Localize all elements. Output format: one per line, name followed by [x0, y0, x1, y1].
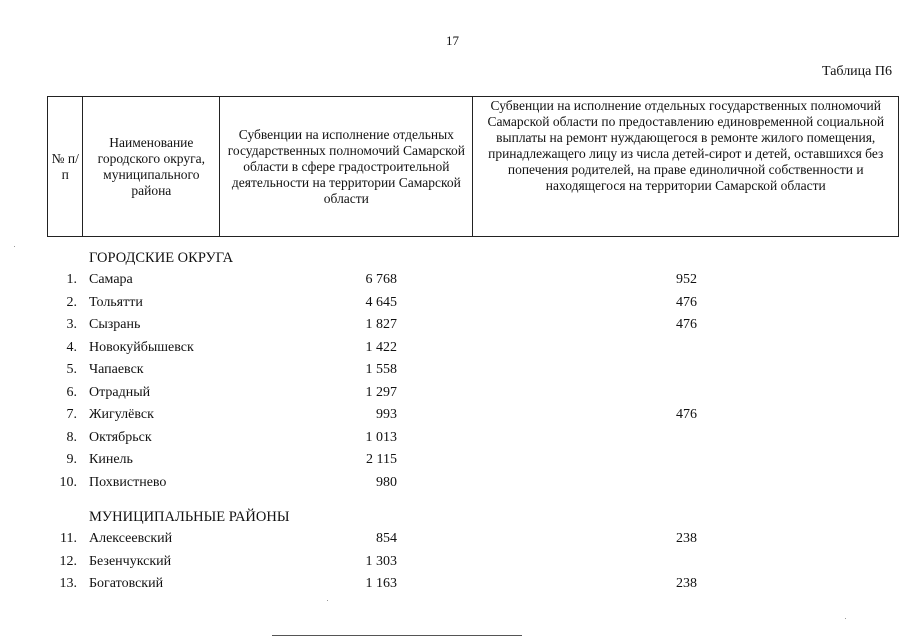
- table-row: [47, 472, 899, 495]
- table-body: [47, 247, 899, 596]
- table-row: [47, 528, 899, 551]
- row-number: 10.: [59, 474, 77, 490]
- header-name: Наименование городского округа, муниципального района: [83, 97, 220, 237]
- row-value-2: 476: [676, 317, 697, 332]
- table-row: [47, 573, 899, 596]
- row-name: Жигулёвск: [89, 407, 154, 422]
- row-name: Похвистнево: [89, 474, 167, 490]
- row-number: 8.: [66, 429, 77, 445]
- row-name: Богатовский: [89, 576, 164, 591]
- table-row: [47, 382, 899, 405]
- table-row: [47, 449, 899, 472]
- row-value-1: 6 768: [365, 272, 397, 287]
- row-value-1: 1 558: [365, 362, 397, 377]
- row-name: Чапаевск: [89, 362, 144, 377]
- row-name: Самара: [89, 272, 133, 287]
- row-value-1: 1 827: [365, 317, 397, 332]
- row-number: 11.: [60, 531, 77, 546]
- row-number: 13.: [59, 576, 77, 591]
- row-name: Отрадный: [89, 384, 151, 400]
- row-value-1: 1 013: [365, 429, 397, 445]
- table-row: [47, 292, 899, 315]
- row-value-1: 1 303: [365, 553, 397, 569]
- row-name: Безенчукский: [89, 553, 172, 569]
- section-title: МУНИЦИПАЛЬНЫЕ РАЙОНЫ: [89, 509, 290, 525]
- row-value-2: 238: [676, 531, 697, 546]
- row-value-1: 1 163: [365, 576, 397, 591]
- table-row: [47, 359, 899, 382]
- row-value-1: 2 115: [366, 452, 397, 467]
- row-number: 12.: [59, 553, 77, 569]
- table-row: [47, 269, 899, 292]
- row-value-1: 1 297: [365, 384, 397, 400]
- table-caption: Таблица П6: [822, 64, 892, 79]
- row-value-2: 238: [676, 576, 697, 591]
- row-number: 6.: [66, 384, 77, 400]
- table-row: [47, 404, 899, 427]
- header-subvention-urban-planning: Субвенции на исполнение отдельных государственных полномочий Самарской области в сфере градостроительной деятельности на территории Самарской области: [220, 97, 473, 237]
- scan-speck: [14, 246, 15, 247]
- row-value-2: 476: [676, 294, 697, 310]
- row-value-1: 980: [376, 474, 397, 490]
- header-number: № п/п: [48, 97, 83, 237]
- row-number: 5.: [66, 362, 77, 377]
- row-value-1: 993: [376, 407, 397, 422]
- scan-speck: [327, 600, 328, 601]
- row-name: Октябрьск: [89, 429, 152, 445]
- row-number: 2.: [66, 294, 77, 310]
- row-number: 3.: [66, 317, 77, 332]
- row-name: Кинель: [89, 452, 133, 467]
- row-value-1: 854: [376, 531, 397, 546]
- row-value-1: 1 422: [365, 339, 397, 355]
- table-header: [47, 96, 899, 237]
- section-title: ГОРОДСКИЕ ОКРУГА: [89, 250, 234, 266]
- table-row: [47, 427, 899, 450]
- table-row: [47, 314, 899, 337]
- row-number: 7.: [66, 407, 77, 422]
- row-number: 1.: [66, 272, 77, 287]
- row-value-1: 4 645: [365, 294, 397, 310]
- row-name: Новокуйбышевск: [89, 339, 194, 355]
- page-number: 17: [446, 33, 459, 48]
- row-name: Тольятти: [89, 294, 143, 310]
- row-name: Алексеевский: [89, 531, 173, 546]
- footer-rule: [272, 635, 522, 636]
- row-number: 4.: [66, 339, 77, 355]
- row-value-2: 476: [676, 407, 697, 422]
- table-row: [47, 551, 899, 574]
- table-row: [47, 337, 899, 360]
- row-value-2: 952: [676, 272, 697, 287]
- header-subvention-repair-payment: Субвенции на исполнение отдельных государственных полномочий Самарской области по предоставлению единовременной социальной выплаты на ремонт нуждающегося в ремонте жилого помещения, принадлежащего лицу из числа детей-сирот и детей, оставшихся без попечения родителей, на праве единоличной собственности и находящегося на территории Самарской области: [473, 97, 899, 237]
- row-name: Сызрань: [89, 317, 141, 332]
- scan-speck: [845, 618, 846, 619]
- row-number: 9.: [66, 452, 77, 467]
